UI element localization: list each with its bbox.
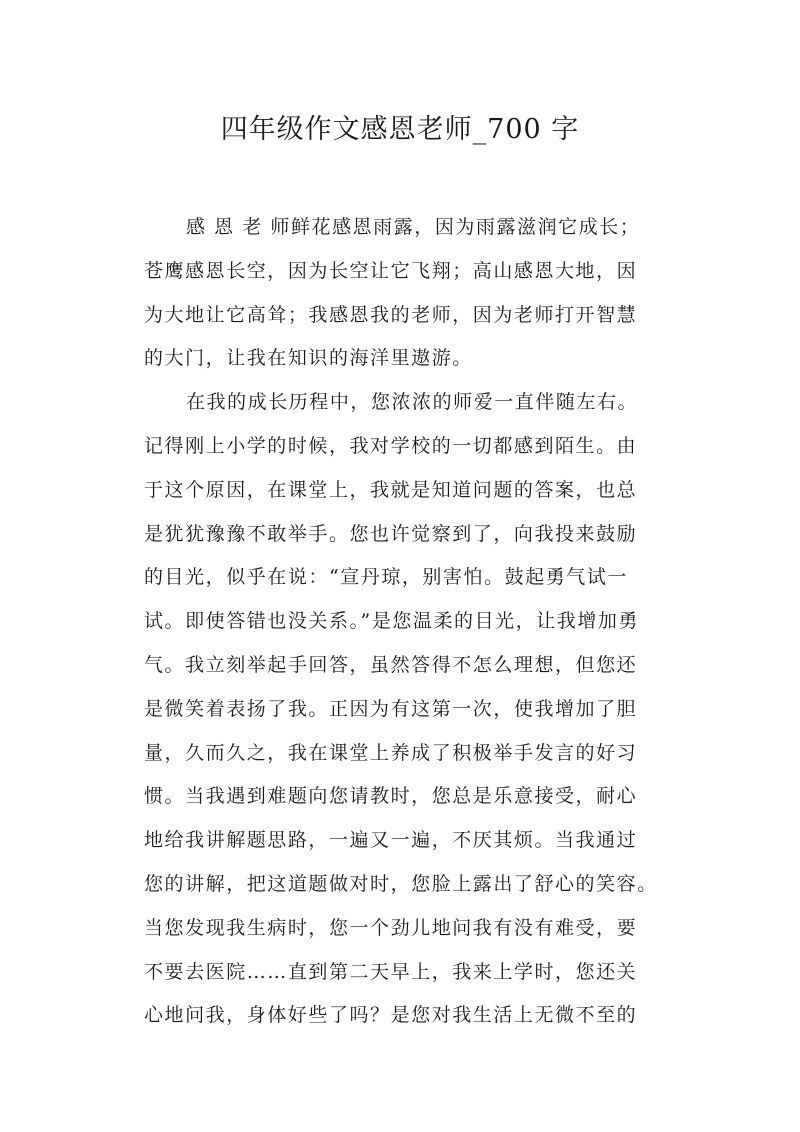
text-line: 苍鹰感恩长空，因为长空让它飞翔；高山感恩大地，因 [144, 259, 638, 282]
text-line: 试。即使答错也没关系。”是您温柔的目光，让我增加勇 [144, 610, 639, 633]
document-title: 四年级作文感恩老师_700 字 [220, 114, 580, 145]
text-line: 当您发现我生病时，您一个劲儿地问我有没有难受，要 [144, 916, 638, 939]
text-line: 是微笑着表扬了我。正因为有这第一次，使我增加了胆 [144, 697, 638, 720]
paragraph-1 [144, 206, 668, 381]
text-line: 惯。当我遇到难题向您请教时，您总是乐意接受，耐心 [144, 785, 638, 808]
text-line: 是犹犹豫豫不敢举手。您也许觉察到了，向我投来鼓励 [144, 522, 638, 545]
text-line: 气。我立刻举起手回答，虽然答得不怎么理想，但您还 [144, 653, 638, 676]
text-line: 的大门，让我在知识的海洋里遨游。 [144, 347, 473, 370]
text-line: 的目光，似乎在说：“宣丹琼，别害怕。鼓起勇气试一 [144, 566, 628, 589]
text-line: 为大地让它高耸；我感恩我的老师，因为老师打开智慧 [144, 303, 638, 326]
text-line: 地给我讲解题思路，一遍又一遍，不厌其烦。当我通过 [144, 829, 638, 852]
text-line: 于这个原因，在课堂上，我就是知道问题的答案，也总 [144, 478, 638, 501]
text-line: 感 恩 老 师鲜花感恩雨露，因为雨露滋润它成长； [186, 216, 641, 238]
document-body [144, 206, 668, 1038]
text-line: 量，久而久之，我在课堂上养成了积极举手发言的好习 [144, 741, 638, 764]
text-line: 您的讲解，把这道题做对时，您脸上露出了舒心的笑容。 [144, 872, 658, 895]
text-line: 记得刚上小学的时候，我对学校的一切都感到陌生。由 [144, 434, 638, 457]
paragraph-2 [144, 381, 668, 1038]
text-line: 心地问我，身体好些了吗？是您对我生活上无微不至的 [144, 1004, 638, 1027]
text-line: 不要去医院……直到第二天早上，我来上学时，您还关 [144, 960, 638, 983]
text-line: 在我的成长历程中，您浓浓的师爱一直伴随左右。 [186, 391, 639, 414]
